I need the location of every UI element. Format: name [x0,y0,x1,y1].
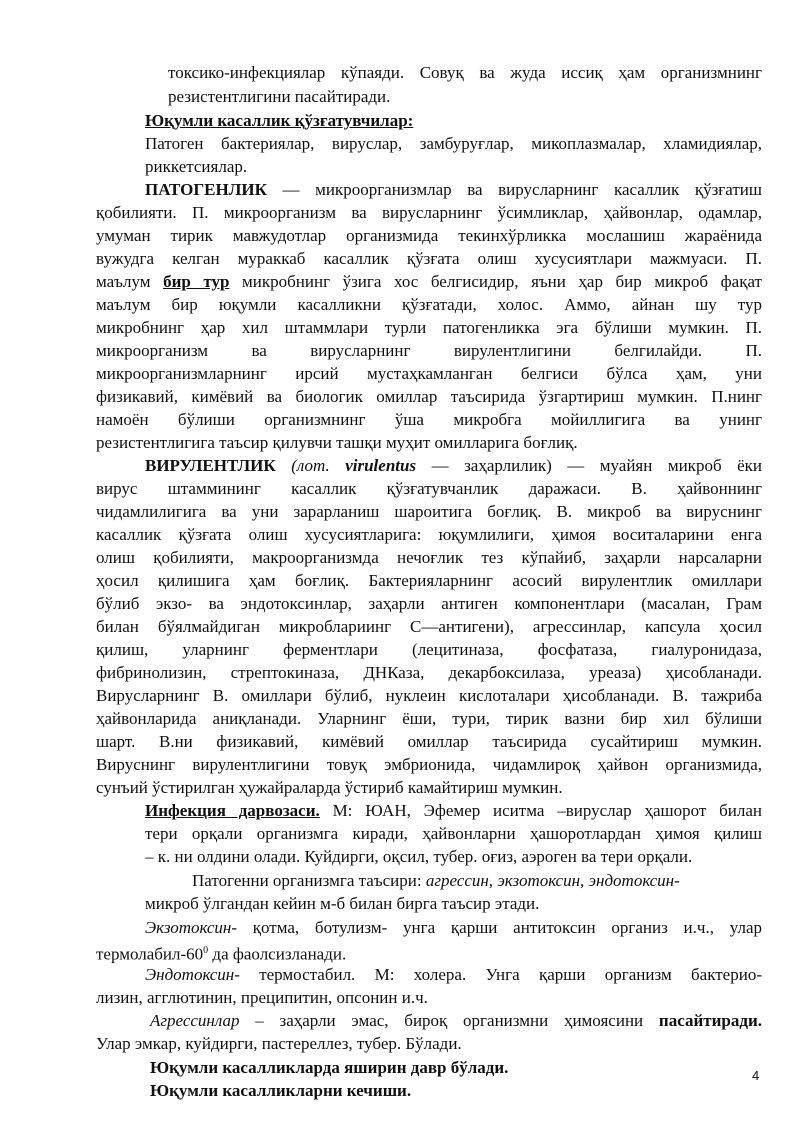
text-run: микробнинг ўзига хос белгисидир, яъни ҳар бир микроб фақат [229,272,762,291]
text-line: маълум бир юқумли касалликни қўзғатади, холос. Аммо, айнан шу тур [96,295,762,314]
paragraph-first-line [145,917,762,939]
paragraph-first-line [145,800,762,822]
text-line: вирус штаммининг касаллик қўзғатувчанлик даражаси. В. ҳайвоннинг [96,479,762,498]
text-line: вужудга келган мураккаб касаллик қўзғата олиш хусусиятлари мажмуаси. П. [96,249,762,268]
text-line: қобилияти. П. микроорганизм ва вирусларнинг ўсимликлар, ҳайвонлар, одамлар, [96,203,762,222]
text-run: – заҳарли эмас, бироқ организмни ҳимоясини [239,1011,659,1030]
text-line: физикавий, кимёвий ва биологик омиллар таъсирида ўзгартириш мумкин. П.нинг [96,387,762,406]
text-line: микроорганизмларнинг ирсий мустаҳкамланган белгиси бўлса ҳам, уни [96,364,762,383]
superscript: 0 [203,945,209,956]
text-line: бўлиб экзо- ва эндотоксинлар, заҳарли антиген компонентлари (масалан, Грам [96,594,762,613]
text-line: лизин, агглютинин, преципитин, опсонин и.ч. [96,988,428,1007]
text-line: риккетсиялар. [145,157,248,176]
text-run: да фаолсизланади. [208,944,347,964]
paragraph-first-line [192,870,680,892]
text-line [96,271,762,293]
text-line: Вируснинг вирулентлигини товуқ эмбрионида, чидамлироқ ҳайвон организмида, [96,755,762,774]
text-line: сунъий ўстирилган ҳужайраларда ўстириб камайтириш мумкин. [96,778,563,797]
text-line: микроб ўлгандан кейин м-б билан бирга таъсир этади. [145,894,540,913]
text-line: Патоген бактериялар, вируслар, замбуруғлар, микоплазмалар, хламидиялар, [145,134,762,153]
text-line: олиш қобилияти, макроорганизмда нечоғлик тез кўпайиб, заҳарли нарсаларни [96,548,762,567]
text-run: маълум [96,272,164,291]
paragraph-first-line [145,179,762,201]
page-number: 4 [752,1068,760,1083]
text-run: Патогенни организмга таъсири: [192,871,426,890]
text-line: микробнинг ҳар хил штаммлари турли патогенликка эга бўлиши мумкин. П. [96,318,762,337]
term-endotoxin: Эндотоксин- [145,965,240,984]
text-line: шарт. В.ни физикавий, кимёвий омиллар таъсирида сусайтириш мумкин. [96,732,762,751]
term-one-species: бир тур [163,272,230,291]
text-line: ҳосил қилишига ҳам боғлиқ. Бактерияларнинг асосий вирулентлик омиллари [96,571,762,590]
term-virulence: ВИРУЛЕНТЛИК [145,456,276,475]
term-exotoxin: Экзотоксин- [145,918,237,937]
text-line: – к. ни олдини олади. Куйдирги, оқсил, тубер. оғиз, аэроген ва тери орқали. [145,847,693,866]
text-run: қотма, ботулизм- унга қарши антитоксин организ и.ч., улар [237,918,762,937]
term-aggressin: Агрессинлар [150,1011,240,1030]
text-line: тери орқали организмга киради, ҳайвонларни ҳашоротлардан ҳимоя қилиш [145,824,762,843]
text-run: термолабил-60 [96,944,204,964]
text-line [96,940,346,966]
bold-run: пасайтиради. [658,1011,762,1030]
term-endotoxin: эндотоксин- [588,871,680,890]
text-run: (лот. [275,456,346,475]
text-line: микроорганизм ва вирусларнинг вирулентлигини белгилайди. П. [96,341,762,360]
term-pathogenicity: ПАТОГЕНЛИК [145,180,267,199]
text-line: ҳайвонларида аниқланади. Уларнинг ёши, тури, тирик вазни бир хил бўлиши [96,709,762,728]
paragraph-first-line [150,1010,762,1032]
text-run: — заҳарлилик) — муайян микроб ёки [416,456,762,475]
text-line: касаллик қўзғата олиш хусусиятларига: юқумлилиги, ҳимоя воситаларини енга [96,525,762,544]
text-line: билан бўялмайдиган микроблариинг С—антигени), агрессинлар, капсула ҳосил [96,617,762,636]
bold-statement: Юқумли касалликларни кечиши. [150,1081,412,1100]
section-heading: Юқумли касаллик қўзғатувчилар: [145,111,414,130]
paragraph-first-line [145,964,762,986]
section-heading: Инфекция дарвозаси. [145,801,320,820]
text-line: фибринолизин, стрептокиназа, ДНКаза, декарбоксилаза, уреаза) ҳисобланади. [96,663,762,682]
text-line: токсико-инфекциялар кўпаяди. Совуқ ва жуда иссиқ ҳам организмнинг [168,63,762,82]
bold-statement: Юқумли касалликларда яширин давр бўлади. [150,1058,509,1077]
text-run: — микроорганизмлар ва вирусларнинг касаллик қўзғатиш [266,180,762,199]
text-line: Улар эмкар, куйдирги, пастереллез, тубер. Бўлади. [96,1034,462,1053]
term-exotoxin: экзотоксин, [497,871,585,890]
paragraph-first-line [145,455,762,477]
text-line: чидамлилигига ва уни зарарланиш шароитига боғлиқ. В. микроб ва вируснинг [96,502,762,521]
term-aggressin: агрессин, [425,871,494,890]
text-line: резистентлигини пасайтиради. [168,87,391,106]
text-line: намоён бўлиши организмнинг ўша микробга мойиллигига ва унинг [96,410,762,429]
text-line: умуман тирик мавжудотлар организмида текинхўрликка мослашиш жараёнида [96,226,762,245]
text-run: М: ЮАН, Эфемер иситма –вируслар ҳашорот билан [319,801,762,820]
text-line: Вирусларнинг В. омиллари бўлиб, нуклеин кислоталари ҳисобланади. В. тажриба [96,686,762,705]
latin-term: virulentus [345,456,417,475]
text-line: қилиш, уларнинг ферментлари (лецитиназа, фосфатаза, гиалуронидаза, [96,640,762,659]
text-run: термостабил. М: холера. Унга қарши организм бактерио- [239,965,762,984]
text-line: резистентлигига таъсир қилувчи ташқи муҳит омилларига боғлиқ. [96,433,578,452]
